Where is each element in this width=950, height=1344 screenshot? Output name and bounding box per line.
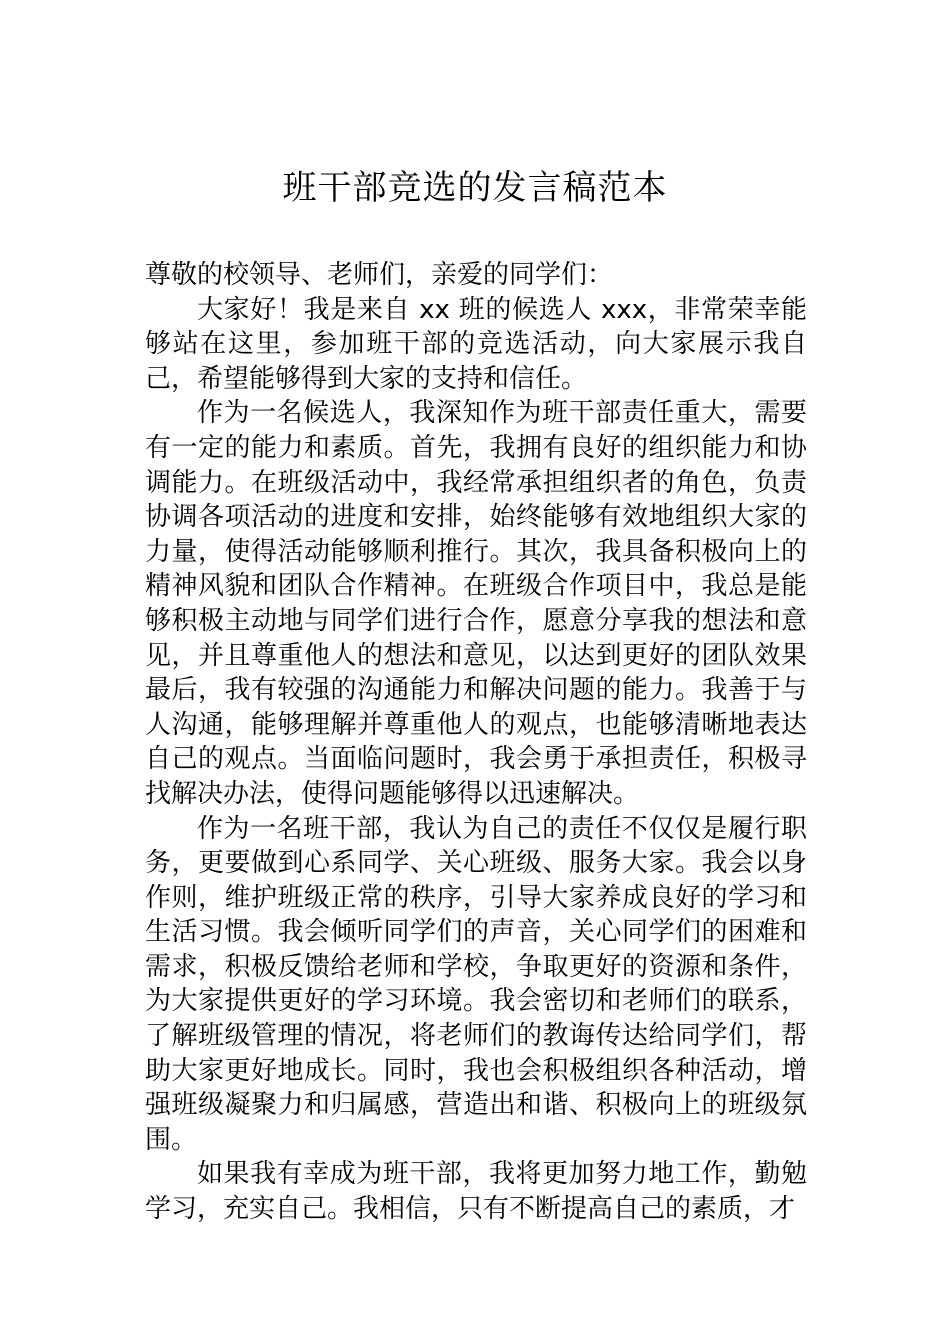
paragraph-commitment: 如果我有幸成为班干部，我将更加努力地工作，勤勉学习，充实自己。我相信，只有不断提高自己的素质，才	[145, 1159, 807, 1225]
document-body	[145, 258, 807, 1227]
salutation: 尊敬的校领导、老师们，亲爱的同学们：	[145, 260, 614, 290]
paragraph-abilities: 作为一名候选人，我深知作为班干部责任重大，需要有一定的能力和素质。首先，我拥有良好的组织能力和协调能力。在班级活动中，我经常承担组织者的角色，负责协调各项活动的进度和安排，始终能够有效地组织大家的力量，使得活动能够顺利推行。其次，我具备积极向上的精神风貌和团队合作精神。在班级合作项目中，我总是能够积极主动地与同学们进行合作，愿意分享我的想法和意见，并且尊重他人的想法和意见，以达到更好的团队效果最后，我有较强的沟通能力和解决问题的能力。我善于与人沟通，能够理解并尊重他人的观点，也能够清晰地表达自己的观点。当面临问题时，我会勇于承担责任，积极寻找解决办法，使得问题能够得以迅速解决。	[145, 398, 807, 809]
paragraph-responsibilities: 作为一名班干部，我认为自己的责任不仅仅是履行职务，更要做到心系同学、关心班级、服务大家。我会以身作则，维护班级正常的秩序，引导大家养成良好的学习和生活习惯。我会倾听同学们的声音，关心同学们的困难和需求，积极反馈给老师和学校，争取更好的资源和条件，为大家提供更好的学习环境。我会密切和老师们的联系，了解班级管理的情况，将老师们的教诲传达给同学们，帮助大家更好地成长。同时，我也会积极组织各种活动，增强班级凝聚力和归属感，营造出和谐、积极向上的班级氛围。	[145, 813, 807, 1155]
document-title: 班干部竞选的发言稿范本	[282, 168, 668, 208]
paragraph-introduction: 大家好！我是来自 xx 班的候选人 xxx，非常荣幸能够站在这里，参加班干部的竞选活动，向大家展示我自己，希望能够得到大家的支持和信任。	[145, 294, 807, 394]
